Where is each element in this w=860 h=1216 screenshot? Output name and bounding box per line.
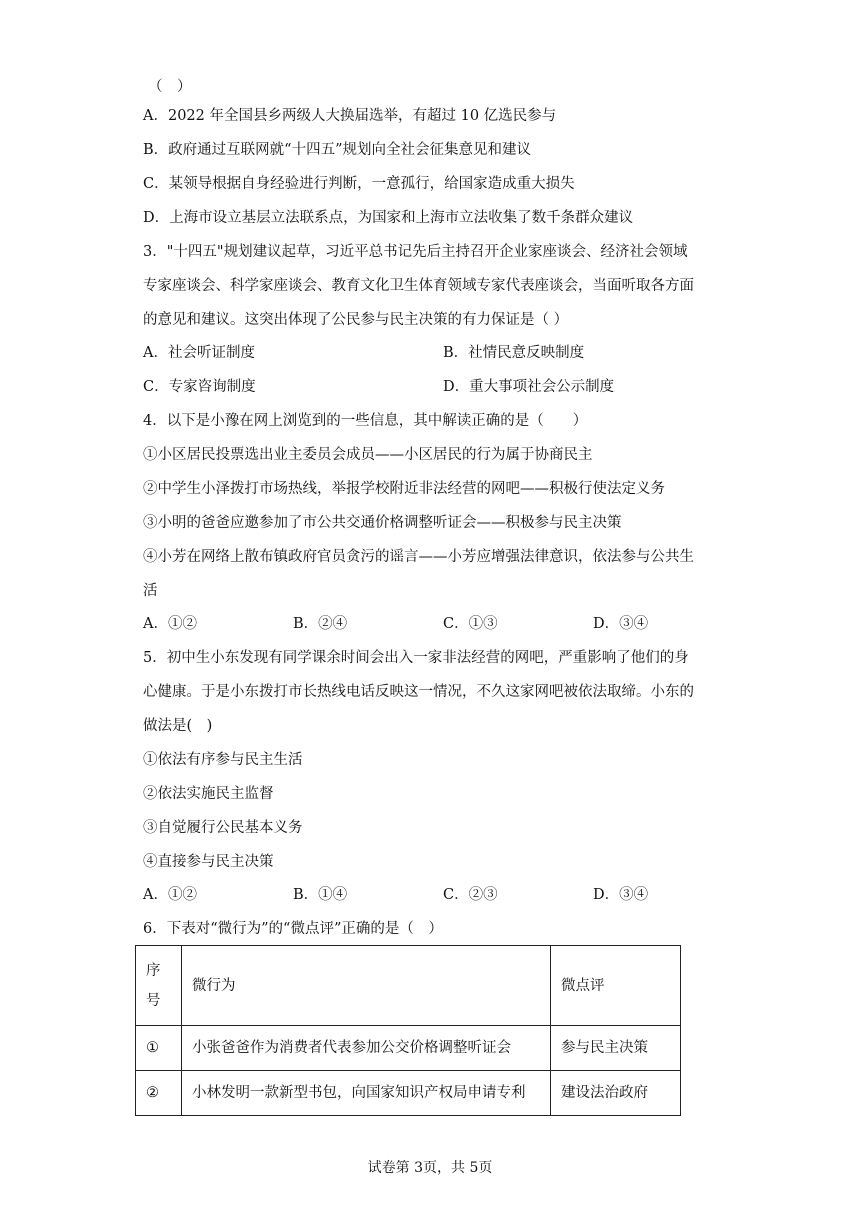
table-row [136,1071,681,1116]
q5-stem-line-3: 做法是( ) [143,718,213,734]
q2-option-d: D．上海市设立基层立法联系点，为国家和上海市立法收集了数千条群众建议 [143,210,634,226]
row-2-comment: 建设法治政府 [551,1071,681,1116]
q3-stem-line-2: 专家座谈会、科学家座谈会、教育文化卫生体育领域专家代表座谈会，当面听取各方面 [143,278,694,294]
header-index-char-2: 号 [146,992,161,1009]
header-behavior-cell: 微行为 [182,946,551,1026]
q3-stem-line-3: 的意见和建议。这突出体现了公民参与民主决策的有力保证是（ ） [143,312,569,328]
q4-item-1: ①小区居民投票选出业主委员会成员——小区居民的行为属于协商民主 [143,447,593,463]
q4-option-c: C．①③ [443,616,498,632]
q5-stem-line-1: 5．初中生小东发现有同学课余时间会出入一家非法经营的网吧，严重影响了他们的身 [143,650,689,666]
page-footer: 试卷第 3页，共 5页 [367,1160,493,1176]
q4-option-a: A．①② [143,616,197,632]
row-1-index: ① [136,1026,182,1071]
q5-option-d: D．③④ [593,887,649,903]
table-header-row [136,946,681,1026]
q4-item-3: ③小明的爸爸应邀参加了市公共交通价格调整听证会——积极参与民主决策 [143,515,622,531]
header-comment-cell: 微点评 [551,946,681,1026]
q5-option-a: A．①② [143,887,197,903]
q5-stem-line-2: 心健康。于是小东拨打市长热线电话反映这一情况，不久这家网吧被依法取缔。小东的 [143,684,694,700]
q3-option-b: B．社情民意反映制度 [443,345,585,361]
q5-item-3: ③自觉履行公民基本义务 [143,820,303,836]
q4-item-4-cont: 活 [143,583,158,599]
q4-option-d: D．③④ [593,616,649,632]
q3-option-c: C．专家咨询制度 [143,379,256,395]
table-row [136,1026,681,1071]
q4-item-4: ④小芳在网络上散布镇政府官员贪污的谣言——小芳应增强法律意识，依法参与公共生 [143,549,694,565]
q4-option-b: B．②④ [293,616,348,632]
q4-item-2: ②中学生小泽拨打市场热线，举报学校附近非法经营的网吧——积极行使法定义务 [143,481,665,497]
row-1-behavior: 小张爸爸作为消费者代表参加公交价格调整听证会 [182,1026,551,1071]
q6-stem: 6．下表对“微行为”的“微点评”正确的是（ ） [143,921,443,937]
row-2-behavior: 小林发明一款新型书包，向国家知识产权局申请专利 [182,1071,551,1116]
q3-stem-line-1: 3．"十四五"规划建议起草，习近平总书记先后主持召开企业家座谈会、经济社会领域 [143,244,688,260]
q3-option-d: D．重大事项社会公示制度 [443,379,615,395]
q5-item-4: ④直接参与民主决策 [143,854,274,870]
q2-option-b: B．政府通过互联网就“十四五”规划向全社会征集意见和建议 [143,142,531,158]
q5-option-b: B．①④ [293,887,348,903]
q2-paren: （ ） [148,79,192,95]
q5-option-c: C．②③ [443,887,498,903]
q5-item-2: ②依法实施民主监督 [143,786,274,802]
row-2-index: ② [136,1071,182,1116]
q4-stem: 4．以下是小豫在网上浏览到的一些信息，其中解读正确的是（ ） [143,413,588,429]
q6-table [135,945,681,1116]
row-1-comment: 参与民主决策 [551,1026,681,1071]
q3-option-a: A．社会听证制度 [143,345,255,361]
q2-option-c: C．某领导根据自身经验进行判断，一意孤行，给国家造成重大损失 [143,176,575,192]
header-index-cell [136,946,182,1026]
q2-option-a: A．2022 年全国县乡两级人大换届选举，有超过 10 亿选民参与 [143,108,557,124]
q5-item-1: ①依法有序参与民主生活 [143,752,303,768]
header-index-char-1: 序 [146,962,161,979]
